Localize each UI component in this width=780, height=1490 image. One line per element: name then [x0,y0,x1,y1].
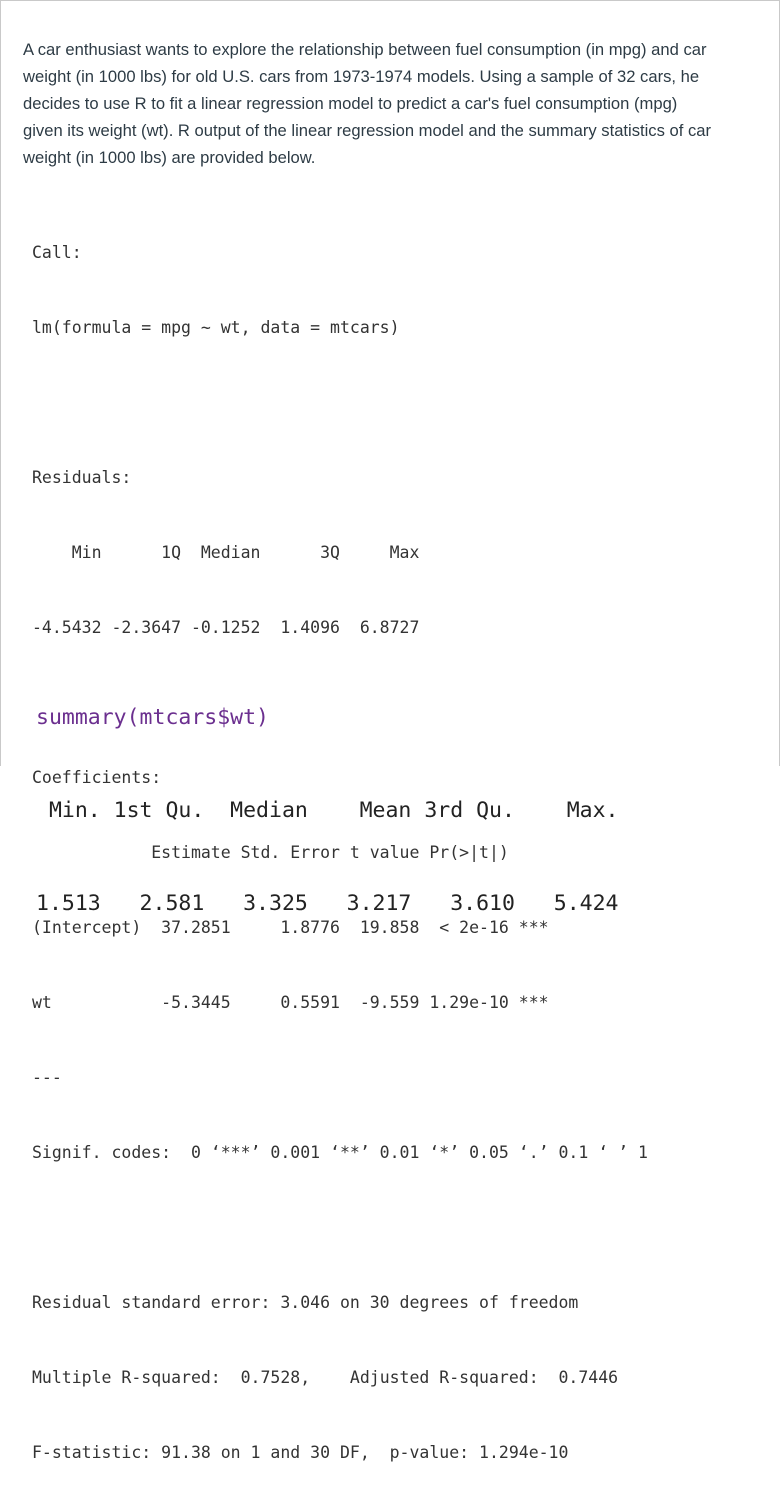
description-line: weight (in 1000 lbs) for old U.S. cars from 1973-1974 models. Using a sample of 32 cars, he [23,67,700,86]
coefficients-label: Coefficients: [32,768,162,787]
call-label: Call: [32,243,82,262]
r-squared-line: Multiple R-squared: 0.7528, Adjusted R-squared: 0.7446 [32,1368,629,1387]
summary-header: Min. 1st Qu. Median Mean 3rd Qu. Max. [36,798,632,823]
blank-line [32,390,648,415]
residuals-values: -4.5432 -2.3647 -0.1252 1.4096 6.8727 [32,618,430,637]
coefficients-intercept-row: (Intercept) 37.2851 1.8776 19.858 < 2e-16 *** [32,918,549,937]
description-line: given its weight (wt). R output of the linear regression model and the summary statistics of car [23,121,712,140]
separator: --- [32,1068,62,1087]
call-formula: lm(formula = mpg ~ wt, data = mtcars) [32,318,400,337]
r-summary-output [36,640,631,950]
residuals-header: Min 1Q Median 3Q Max [32,543,430,562]
summary-values: 1.513 2.581 3.325 3.217 3.610 5.424 [36,891,632,916]
description-line: A car enthusiast wants to explore the relationship between fuel consumption (in mpg) and car [23,40,707,59]
residuals-label: Residuals: [32,468,132,487]
residual-standard-error: Residual standard error: 3.046 on 30 degrees of freedom [32,1293,579,1312]
problem-description [23,36,768,171]
description-line: decides to use R to fit a linear regression model to predict a car's fuel consumption (mpg) [23,94,678,113]
signif-codes: Signif. codes: 0 ‘***’ 0.001 ‘**’ 0.01 ‘*’ 0.05 ‘.’ 0.1 ‘ ’ 1 [32,1143,648,1162]
f-statistic-line: F-statistic: 91.38 on 1 and 30 DF, p-value: 1.294e-10 [32,1443,569,1462]
coefficients-wt-row: wt -5.3445 0.5591 -9.559 1.29e-10 *** [32,993,549,1012]
coefficients-header: Estimate Std. Error t value Pr(>|t|) [32,843,549,862]
description-line: weight (in 1000 lbs) are provided below. [23,148,316,167]
summary-command: summary(mtcars$wt) [36,705,269,730]
blank-line [32,1215,648,1240]
